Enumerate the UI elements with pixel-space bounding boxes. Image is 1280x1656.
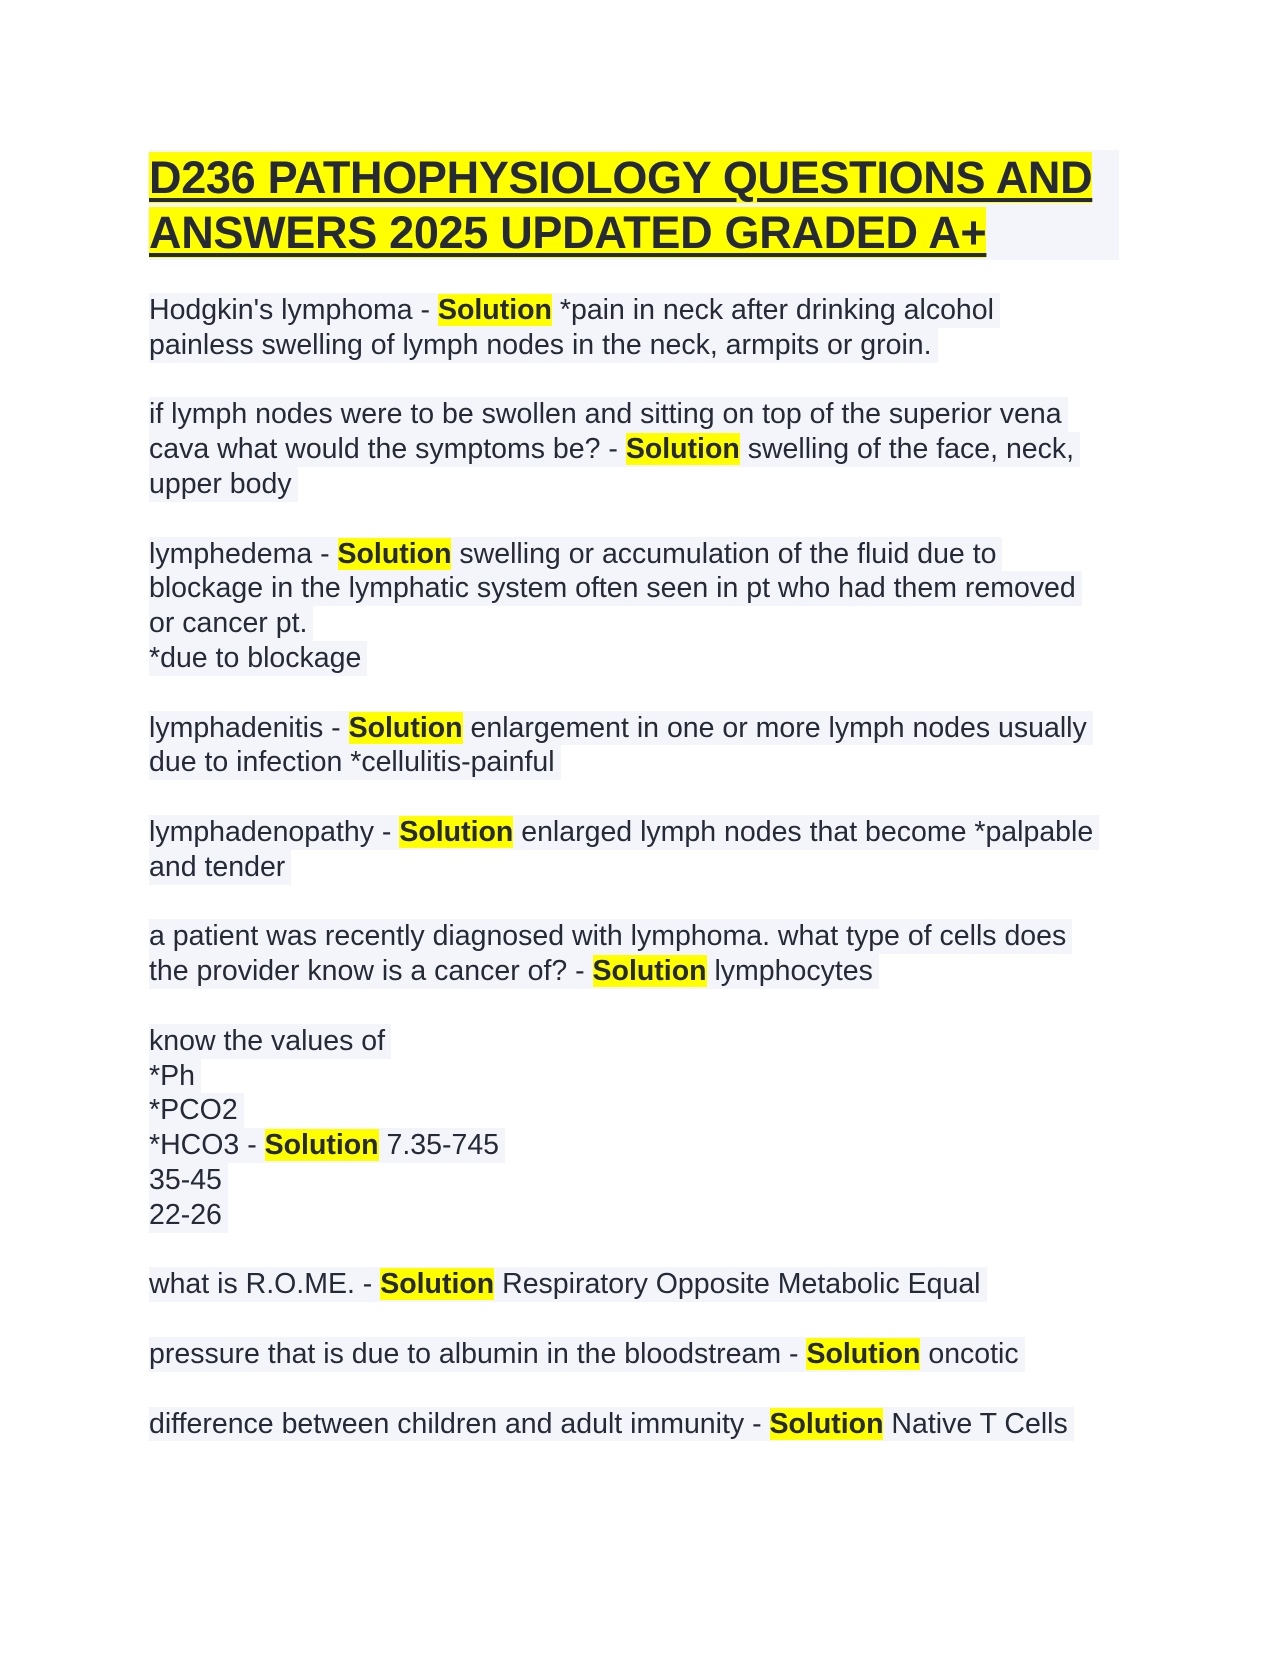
question-text: *HCO3 - [149, 1129, 265, 1162]
line-text [149, 1163, 228, 1198]
answer-text: Respiratory Opposite Metabolic Equal [494, 1268, 981, 1301]
question-text: and tender [149, 850, 286, 883]
text-line [149, 954, 1099, 989]
solution-label: Solution [264, 1129, 379, 1162]
question-text: 35-45 [149, 1163, 222, 1196]
line-text [149, 1059, 201, 1094]
solution-label: Solution [348, 711, 463, 744]
line-text [149, 641, 367, 676]
title-text: D236 PATHOPHYSIOLOGY QUESTIONS AND [149, 152, 1093, 203]
question-text: 22-26 [149, 1198, 222, 1231]
line-text [149, 1337, 1025, 1372]
question-text: Hodgkin's lymphoma - [149, 294, 438, 326]
answer-text: enlarged lymph nodes that become *palpable [513, 815, 1094, 848]
answer-text: swelling or accumulation of the fluid due to [451, 537, 997, 570]
line-text [149, 850, 291, 885]
text-line [149, 1128, 1099, 1163]
line-text [149, 606, 313, 641]
question-text: lymphadenitis - [149, 711, 349, 744]
question-text: upper body [149, 467, 292, 500]
line-text [149, 537, 1002, 572]
line-text [149, 1128, 505, 1163]
paragraph-gap [149, 1372, 1099, 1407]
line-text [149, 293, 1000, 328]
answer-text: swelling of the face, neck, [739, 433, 1075, 466]
solution-label: Solution [337, 537, 452, 570]
answer-text: Native T Cells [883, 1407, 1068, 1440]
question-text: pressure that is due to albumin in the bloodstream - [149, 1337, 807, 1370]
line-text [149, 1198, 228, 1233]
question-text: blockage in the lymphatic system often seen in pt who had them removed [149, 572, 1076, 605]
question-text: or cancer pt. [149, 607, 308, 640]
answer-text: 7.35-745 [378, 1129, 500, 1162]
qa-item [149, 537, 1099, 676]
line-text [149, 1407, 1074, 1442]
qa-item [149, 397, 1099, 501]
question-text: if lymph nodes were to be swollen and sitting on top of the superior vena [149, 398, 1062, 431]
line-text [149, 1024, 391, 1059]
qa-list [149, 293, 1099, 1441]
answer-text: lymphocytes [706, 955, 873, 988]
qa-item [149, 293, 1099, 363]
line-text [149, 815, 1099, 850]
qa-item [149, 815, 1099, 885]
solution-label: Solution [625, 433, 740, 466]
text-line [149, 571, 1099, 606]
question-text: difference between children and adult immunity - [149, 1407, 770, 1440]
line-text [149, 1093, 244, 1128]
line-text [149, 328, 938, 363]
qa-item [149, 1407, 1099, 1442]
text-line [149, 1163, 1099, 1198]
text-line [149, 641, 1099, 676]
qa-item [149, 1337, 1099, 1372]
text-line [149, 1093, 1099, 1128]
text-line [149, 850, 1099, 885]
solution-label: Solution [437, 294, 552, 326]
title-line [149, 205, 1119, 260]
line-text [149, 571, 1082, 606]
text-line [149, 1337, 1099, 1372]
answer-text: *pain in neck after drinking alcohol [551, 294, 994, 326]
text-line [149, 1024, 1099, 1059]
paragraph-gap [149, 1302, 1099, 1337]
title-line [149, 150, 1119, 205]
line-text [149, 397, 1068, 432]
paragraph-gap [149, 989, 1099, 1024]
title-text: ANSWERS 2025 UPDATED GRADED A+ [149, 207, 987, 258]
text-line [149, 432, 1099, 467]
qa-item [149, 1267, 1099, 1302]
line-text [149, 467, 298, 502]
solution-label: Solution [380, 1268, 495, 1301]
line-text [149, 711, 1093, 746]
paragraph-gap [149, 502, 1099, 537]
text-line [149, 815, 1099, 850]
paragraph-gap [149, 885, 1099, 920]
question-text: painless swelling of lymph nodes in the neck, armpits or groin. [149, 328, 932, 361]
question-text: what is R.O.ME. - [149, 1268, 381, 1301]
solution-label: Solution [769, 1407, 884, 1440]
line-text [149, 432, 1080, 467]
question-text: cava what would the symptoms be? - [149, 433, 626, 466]
question-text: *PCO2 [149, 1094, 238, 1127]
line-text [149, 1267, 987, 1302]
question-text: *due to blockage [149, 641, 362, 674]
question-text: due to infection *cellulitis-painful [149, 746, 555, 779]
text-line [149, 537, 1099, 572]
solution-label: Solution [806, 1337, 921, 1370]
paragraph-gap [149, 780, 1099, 815]
text-line [149, 467, 1099, 502]
text-line [149, 293, 1099, 328]
question-text: the provider know is a cancer of? - [149, 955, 593, 988]
qa-item [149, 1024, 1099, 1233]
answer-text: enlargement in one or more lymph nodes usually [462, 711, 1087, 744]
qa-item [149, 711, 1099, 781]
text-line [149, 745, 1099, 780]
solution-label: Solution [399, 815, 514, 848]
document-title [149, 150, 1119, 260]
text-line [149, 397, 1099, 432]
line-text [149, 919, 1072, 954]
answer-text: oncotic [920, 1337, 1019, 1370]
text-line [149, 1267, 1099, 1302]
paragraph-gap [149, 676, 1099, 711]
question-text: a patient was recently diagnosed with lymphoma. what type of cells does [149, 920, 1067, 953]
text-line [149, 1059, 1099, 1094]
text-line [149, 606, 1099, 641]
question-text: lymphedema - [149, 537, 338, 570]
text-line [149, 711, 1099, 746]
text-line [149, 1407, 1099, 1442]
text-line [149, 328, 1099, 363]
text-line [149, 919, 1099, 954]
question-text: lymphadenopathy - [149, 815, 400, 848]
solution-label: Solution [592, 955, 707, 988]
text-line [149, 1198, 1099, 1233]
line-text [149, 745, 561, 780]
line-text [149, 954, 879, 989]
question-text: know the values of [149, 1024, 386, 1057]
paragraph-gap [149, 363, 1099, 398]
qa-item [149, 919, 1099, 989]
question-text: *Ph [149, 1059, 195, 1092]
paragraph-gap [149, 1233, 1099, 1268]
